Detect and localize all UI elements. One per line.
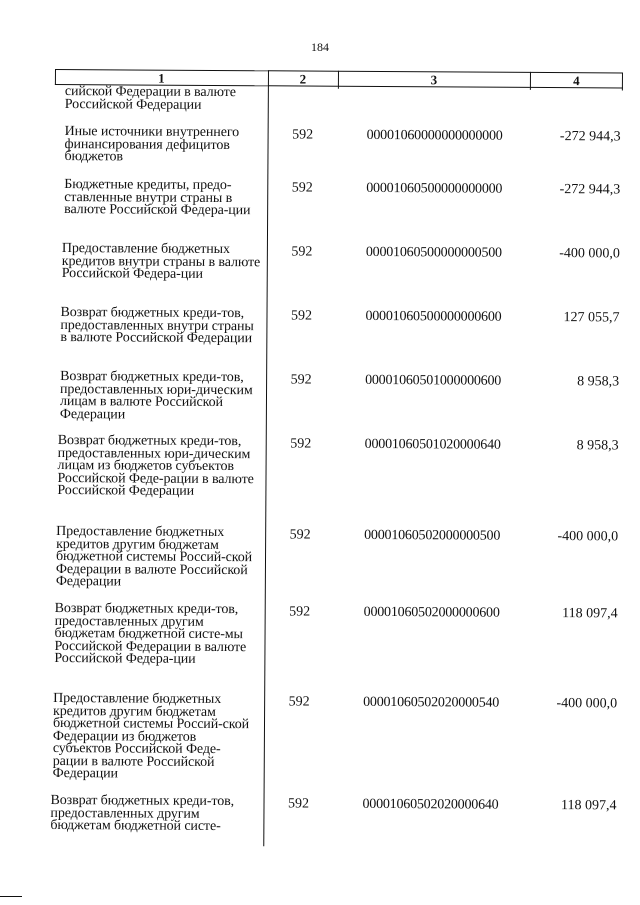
row-code: 592 xyxy=(290,308,313,324)
row-sum: -400 000,0 xyxy=(557,529,619,545)
row-code: 592 xyxy=(289,527,311,543)
scan-edge-mark xyxy=(0,896,22,897)
row-kbk: 00001060500000000600 xyxy=(365,308,502,325)
table-row xyxy=(55,124,623,165)
row-kbk: 00001060502020000640 xyxy=(362,796,499,813)
table-row xyxy=(52,524,620,590)
page-number: 184 xyxy=(311,40,329,54)
row-name: Возврат бюджетных креди-тов, предоставленных юри-дическим лицам из бюджетов субъектов Российской Феде-рации в валюте Российской Федерации xyxy=(57,433,254,499)
row-name: Предоставление бюджетных кредитов внутри страны в валюте Российской Федера-ции xyxy=(61,241,261,282)
row-name: Возврат бюджетных креди-тов, предоставленных другим бюджетам бюджетной систе- xyxy=(50,792,235,835)
row-name: Предоставление бюджетных кредитов другим бюджетам бюджетной системы Россий-ской Федерации из бюджетов субъектов Российской Феде-рации в валюте Российской Федерации xyxy=(52,691,250,782)
column-divider-2 xyxy=(338,71,339,89)
table-row xyxy=(53,369,621,422)
row-sum: -400 000,0 xyxy=(556,696,618,712)
column-divider-3 xyxy=(530,72,531,90)
row-code: 592 xyxy=(289,604,311,620)
header-col-1: 1 xyxy=(55,69,268,86)
row-name: Бюджетные кредиты, предо-ставленные внутри страны в валюте Российской Федера-ции xyxy=(64,177,251,219)
row-sum: 8 958,3 xyxy=(577,374,620,390)
column-border-left xyxy=(55,69,56,85)
row-name: Иные источники внутреннего финансирования дефицитов бюджетов xyxy=(64,124,240,165)
table-row xyxy=(54,177,622,219)
row-kbk: 00001060502020000540 xyxy=(363,694,500,711)
row-code: 592 xyxy=(291,244,313,260)
row-sum: 127 055,7 xyxy=(563,310,620,326)
row-sum: -272 944,3 xyxy=(559,129,621,145)
row-name: Возврат бюджетных креди-тов, предоставленных другим бюджетам бюджетной систе-мы Российской Федерации в валюте Российской Федера-ции xyxy=(54,601,247,667)
row-code: 592 xyxy=(287,796,310,812)
column-border-right xyxy=(622,72,623,90)
table-row xyxy=(51,691,619,782)
table-row xyxy=(54,241,622,282)
row-sum: 118 097,4 xyxy=(560,798,617,814)
row-kbk: 00001060501020000640 xyxy=(364,436,501,453)
row-sum: 118 097,4 xyxy=(562,606,618,622)
row-kbk: 00001060500000000500 xyxy=(365,244,502,261)
row-sum: -272 944,3 xyxy=(559,182,621,198)
row-kbk: 00001060000000000000 xyxy=(366,127,503,144)
table-row xyxy=(50,792,619,835)
row-kbk: 00001060501000000600 xyxy=(365,372,502,389)
budget-table xyxy=(50,69,623,852)
row-name: Предоставление бюджетных кредитов другим бюджетам бюджетной системы Россий-ской Федерации в валюте Российской Федерации xyxy=(55,524,253,590)
continuation-text: сийской Федерации в валюте Российской Федерации xyxy=(64,84,236,113)
row-sum: -400 000,0 xyxy=(559,246,620,262)
row-kbk: 00001060502000000500 xyxy=(364,527,501,544)
table-row xyxy=(52,601,620,667)
header-col-4: 4 xyxy=(530,72,623,89)
header-col-2: 2 xyxy=(268,70,338,86)
row-code: 592 xyxy=(291,180,313,196)
row-code: 592 xyxy=(290,436,312,452)
row-name: Возврат бюджетных креди-тов, предоставленных внутри страны в валюте Российской Федерации xyxy=(60,305,254,347)
row-kbk: 00001060500000000000 xyxy=(366,180,503,197)
header-col-3: 3 xyxy=(338,71,530,88)
row-code: 592 xyxy=(288,694,310,710)
row-name: Возврат бюджетных креди-тов, предоставленных юри-дическим лицам в валюте Российской Федерации xyxy=(59,369,253,422)
row-code: 592 xyxy=(290,372,312,388)
row-kbk: 00001060502000000600 xyxy=(363,604,500,621)
table-row xyxy=(53,433,621,499)
row-sum: 8 958,3 xyxy=(576,438,619,454)
table-row xyxy=(54,305,622,347)
row-code: 592 xyxy=(292,127,314,143)
